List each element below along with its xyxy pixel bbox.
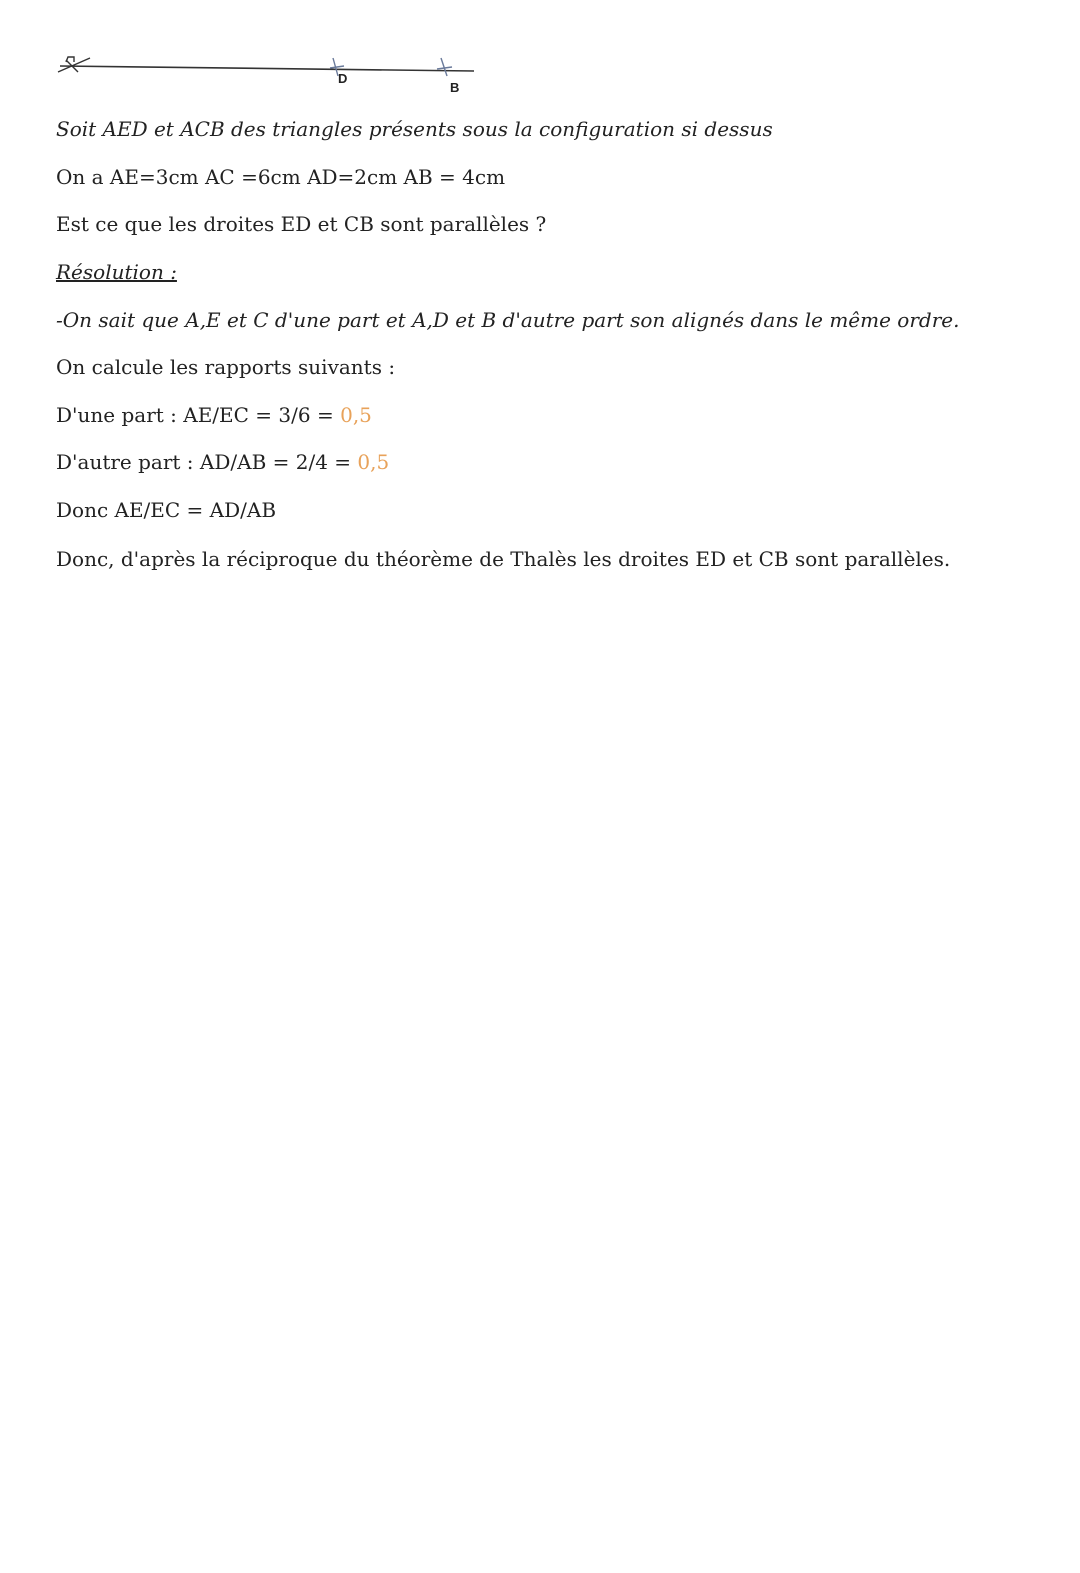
- ratio-two-result: 0,5: [357, 450, 390, 474]
- statement-lengths: On a AE=3cm AC =6cm AD=2cm AB = 4cm: [56, 165, 506, 189]
- ratio-two: [56, 448, 389, 476]
- label-b: B: [450, 80, 460, 95]
- resolution-heading: Résolution :: [56, 260, 177, 284]
- question: Est ce que les droites ED et CB sont parallèles ?: [56, 212, 547, 236]
- ratio-two-expression: D'autre part : AD/AB = 2/4 =: [56, 450, 358, 474]
- geometry-figure: [0, 0, 1080, 100]
- ratio-one: [56, 401, 372, 429]
- ratio-one-expression: D'une part : AE/EC = 3/6 =: [56, 403, 341, 427]
- ratios-intro: On calcule les rapports suivants :: [56, 355, 396, 379]
- conclusion: Donc, d'après la réciproque du théorème de Thalès les droites ED et CB sont parallèles.: [56, 547, 951, 571]
- ratio-equality: Donc AE/EC = AD/AB: [56, 498, 277, 522]
- figure-svg: [0, 0, 1080, 100]
- statement-triangles: Soit AED et ACB des triangles présents sous la configuration si dessus: [56, 117, 773, 141]
- segment-ab: [60, 66, 474, 71]
- label-d: D: [338, 71, 348, 86]
- point-b-mark: [437, 58, 452, 76]
- alignment-statement: -On sait que A,E et C d'une part et A,D et B d'autre part son alignés dans le même ordre.: [56, 308, 960, 332]
- ratio-one-result: 0,5: [340, 403, 372, 427]
- point-c-mark: [58, 57, 90, 72]
